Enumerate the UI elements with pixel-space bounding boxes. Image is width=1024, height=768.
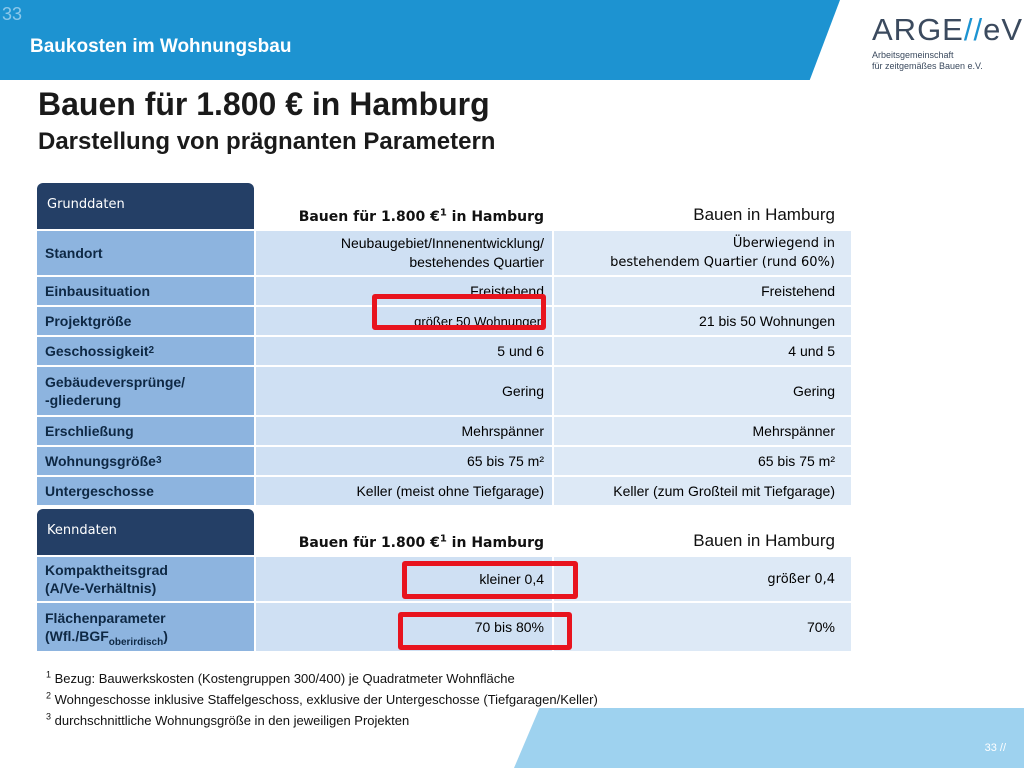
table-row: Geschossigkeit 2 5 und 6 4 und 5 bbox=[37, 337, 851, 365]
slide-number: 33 bbox=[2, 4, 23, 24]
table-row: Standort Neubaugebiet/Innenentwicklung/ bestehendes Quartier Überwiegend in bestehendem Quartier (rund 60%) bbox=[37, 231, 851, 275]
col-header-1800: Bauen für 1.800 €$^1$ in Hamburg bbox=[298, 533, 544, 551]
col-header-hamburg: Bauen in Hamburg bbox=[693, 531, 835, 550]
page-title: Bauen für 1.800 € in Hamburg bbox=[38, 86, 490, 122]
arge-logo: ARGE//eV Arbeitsgemeinschaft für zeitgemäßes Bauen e.V. bbox=[872, 12, 1024, 71]
page-subtitle: Darstellung von prägnanten Parametern bbox=[38, 128, 496, 155]
table-row: Flächenparameter $(Wfl./BGF_{oberirdisch})$ 70 bis 80% 70% bbox=[37, 603, 851, 651]
col-header-1800: Bauen für 1.800 €$^1$ in Hamburg bbox=[298, 207, 544, 225]
table-row: Kompaktheitsgrad (A/Ve-Verhältnis) kleiner 0,4 größer 0,4 bbox=[37, 557, 851, 601]
table-row: Projektgröße größer 50 Wohnungen 21 bis 50 Wohnungen bbox=[37, 307, 851, 335]
highlight-box-kompaktheit bbox=[402, 561, 578, 599]
footnote-1: $^1$ Bezug: Bauwerkskosten (Kostengruppen 300/400) je Quadratmeter Wohnfläche bbox=[46, 669, 515, 686]
kenndaten-header: Kenndaten bbox=[37, 509, 254, 555]
highlight-box-flaechen bbox=[398, 612, 572, 650]
table-row: Wohnungsgröße 3 65 bis 75 m² 65 bis 75 m² bbox=[37, 447, 851, 475]
table-row: Untergeschosse Keller (meist ohne Tiefgarage) Keller (zum Großteil mit Tiefgarage) bbox=[37, 477, 851, 505]
footnote-3: $^3$ durchschnittliche Wohnungsgröße in den jeweiligen Projekten bbox=[46, 711, 410, 728]
grunddaten-header: Grunddaten bbox=[37, 183, 254, 229]
table-row: Erschließung Mehrspänner Mehrspänner bbox=[37, 417, 851, 445]
table-row: Gebäudeversprünge/ -gliederung Gering Gering bbox=[37, 367, 851, 415]
highlight-box-projektgroesse bbox=[372, 294, 546, 330]
footnote-2: $^2$ Wohngeschosse inklusive Staffelgeschoss, exklusive der Untergeschosse (Tiefgaragen/Keller) bbox=[46, 690, 598, 707]
section-title: Baukosten im Wohnungsbau bbox=[30, 36, 292, 57]
page-number: 33 // bbox=[984, 742, 1006, 754]
footer-band bbox=[514, 708, 1024, 768]
col-header-hamburg: Bauen in Hamburg bbox=[693, 205, 835, 224]
footnotes bbox=[46, 668, 598, 731]
table-row: Einbausituation Freistehend Freistehend bbox=[37, 277, 851, 305]
grunddaten-table bbox=[37, 183, 851, 507]
